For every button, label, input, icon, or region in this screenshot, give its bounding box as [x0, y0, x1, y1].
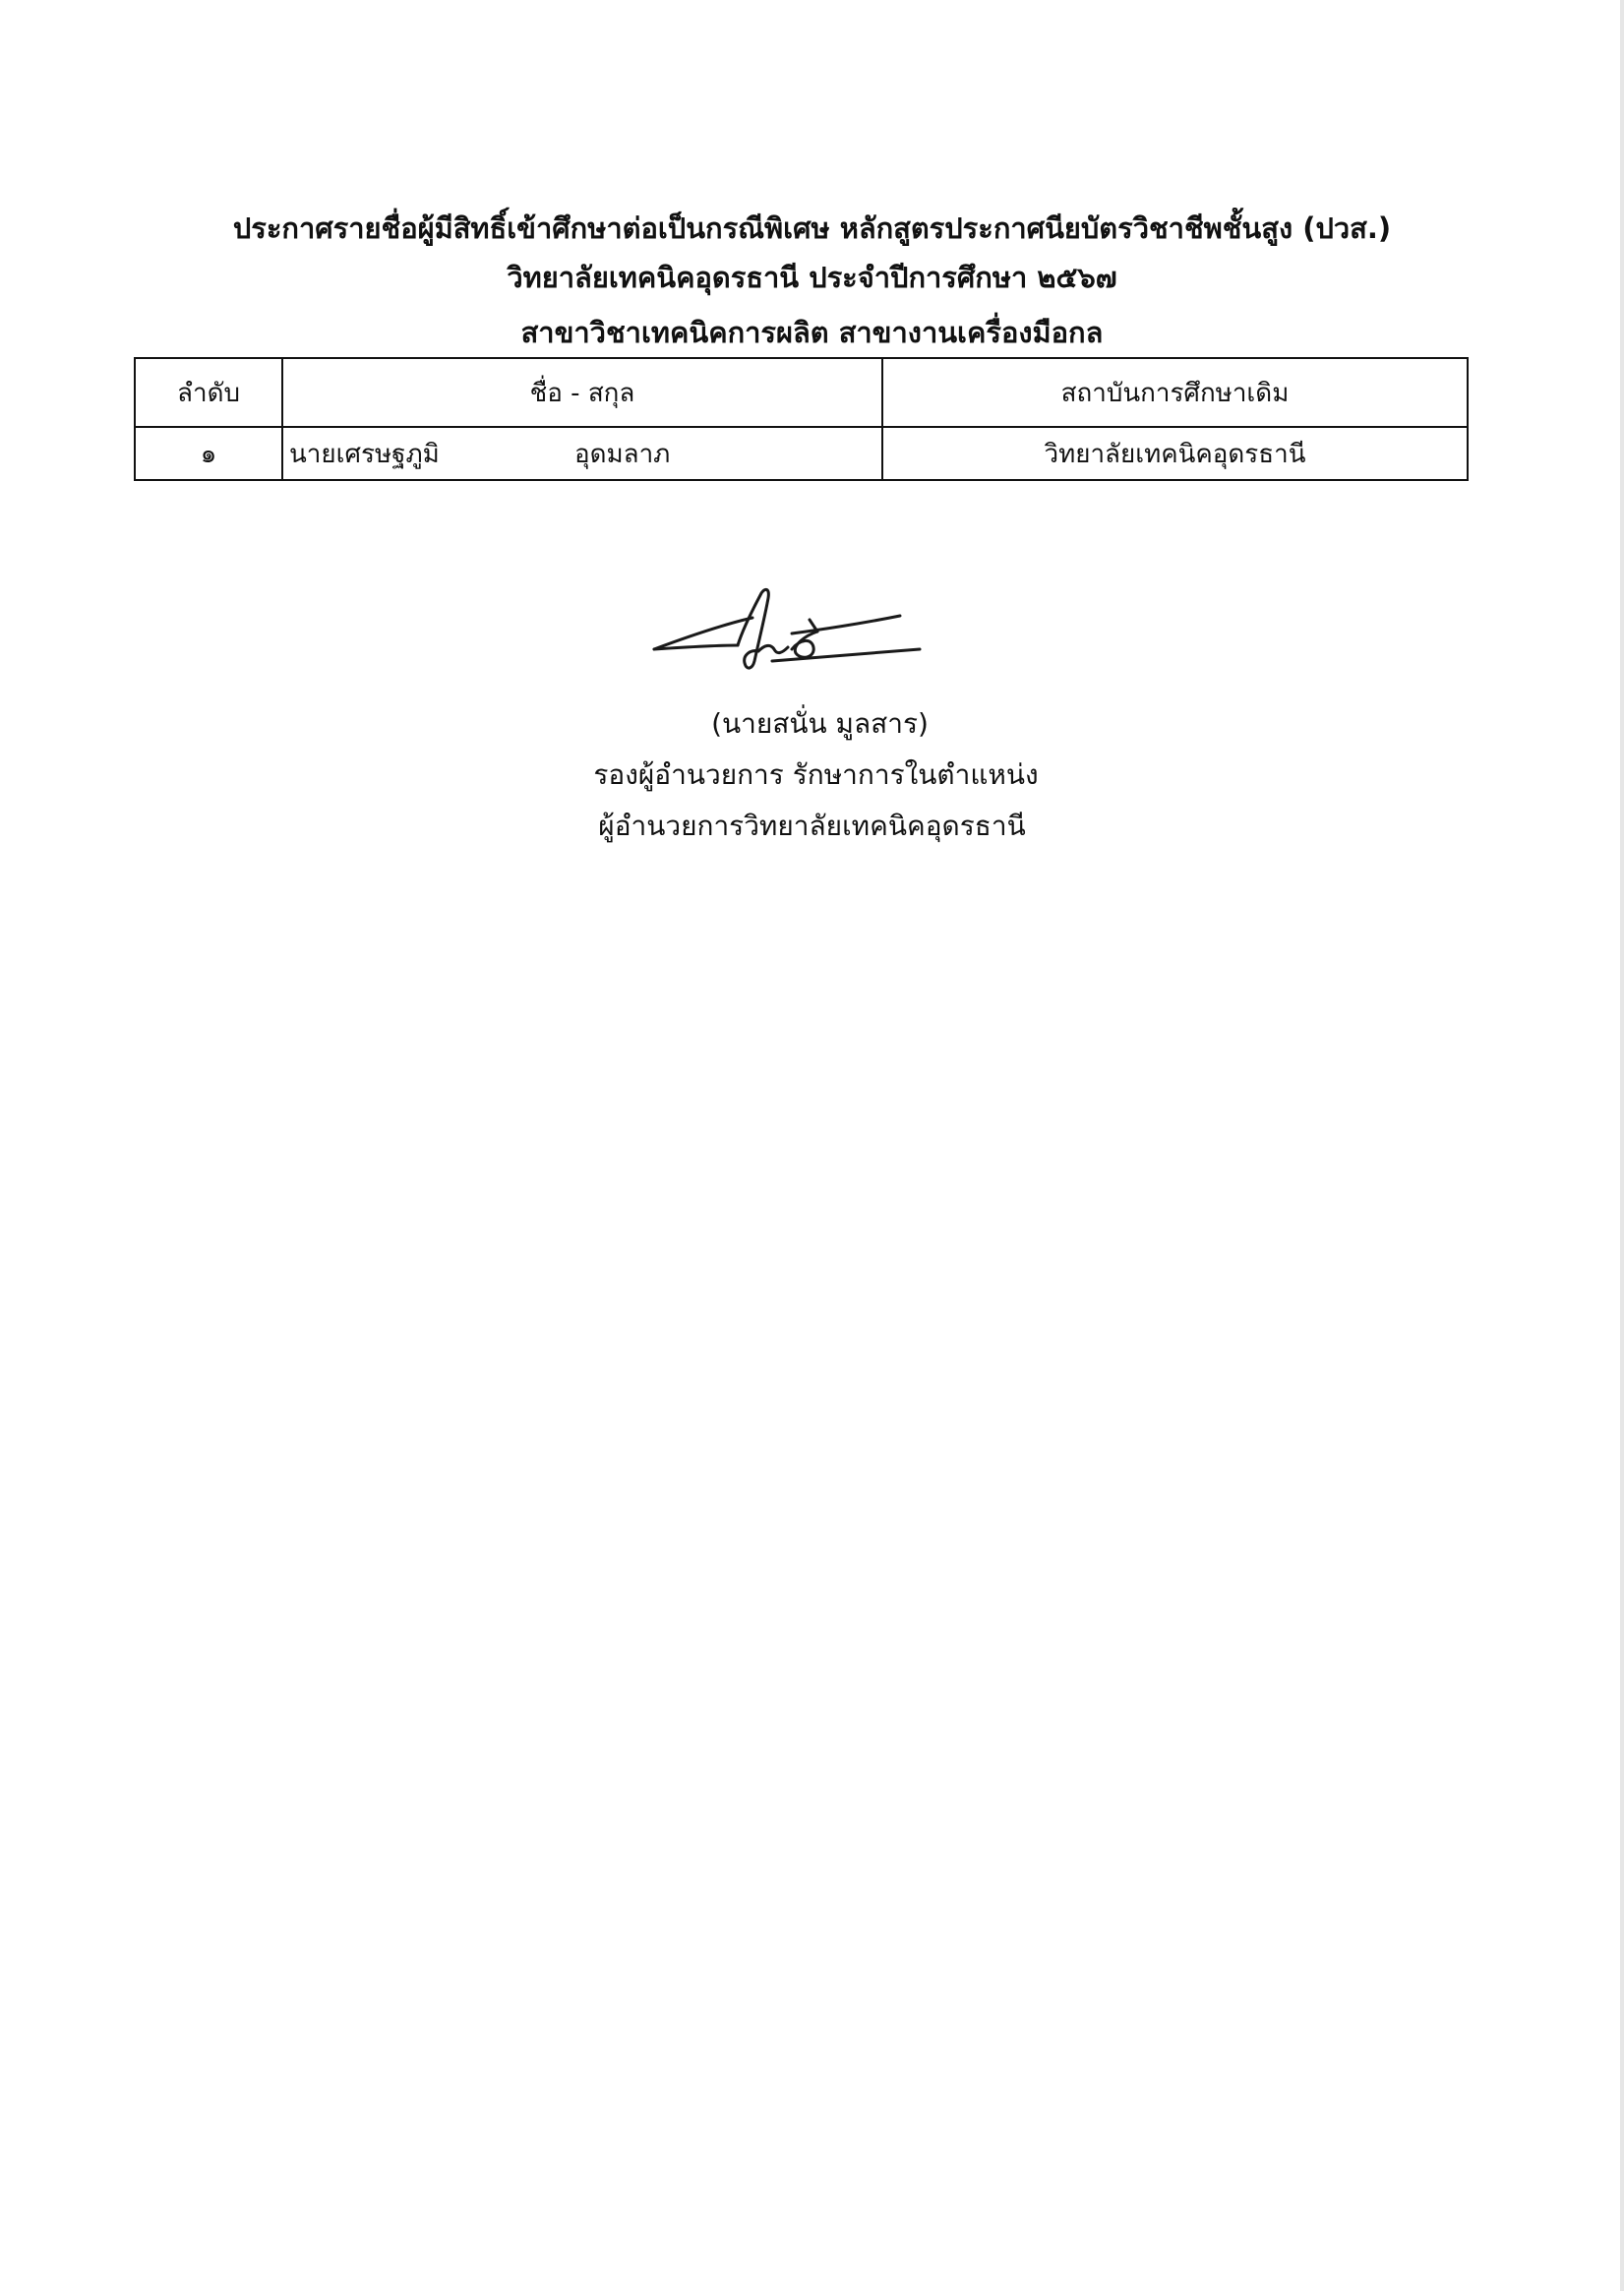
column-header-name: ชื่อ - สกุล	[282, 358, 882, 427]
signatory-title: ผู้อำนวยการวิทยาลัยเทคนิคอุดรธานี	[598, 810, 1026, 842]
table-row	[135, 427, 1468, 480]
row-last-name: อุดมลาภ	[574, 439, 671, 469]
table-header-row	[135, 358, 1468, 427]
row-previous-school: วิทยาลัยเทคนิคอุดรธานี	[882, 427, 1468, 480]
row-full-name	[282, 427, 882, 480]
signatory-position: รองผู้อำนวยการ รักษาการในตำแหน่ง	[593, 758, 1039, 791]
eligible-students-table	[134, 357, 1469, 481]
college-and-year: วิทยาลัยเทคนิคอุดรธานี ประจำปีการศึกษา ๒๕๖๗	[507, 261, 1117, 294]
column-header-school: สถาบันการศึกษาเดิม	[882, 358, 1468, 427]
handwritten-signature	[644, 580, 925, 689]
signatory-name: (นายสนั่น มูลสาร)	[711, 707, 929, 740]
row-first-name: นายเศรษฐภูมิ	[289, 439, 440, 469]
announcement-title: ประกาศรายชื่อผู้มีสิทธิ์เข้าศึกษาต่อเป็นกรณีพิเศษ หลักสูตรประกาศนียบัตรวิชาชีพชั้นสูง (ปวส.)	[232, 211, 1392, 245]
column-header-order: ลำดับ	[135, 358, 282, 427]
department-line: สาขาวิชาเทคนิคการผลิต สาขางานเครื่องมือกล	[520, 316, 1104, 349]
row-order-number: ๑	[135, 427, 282, 480]
